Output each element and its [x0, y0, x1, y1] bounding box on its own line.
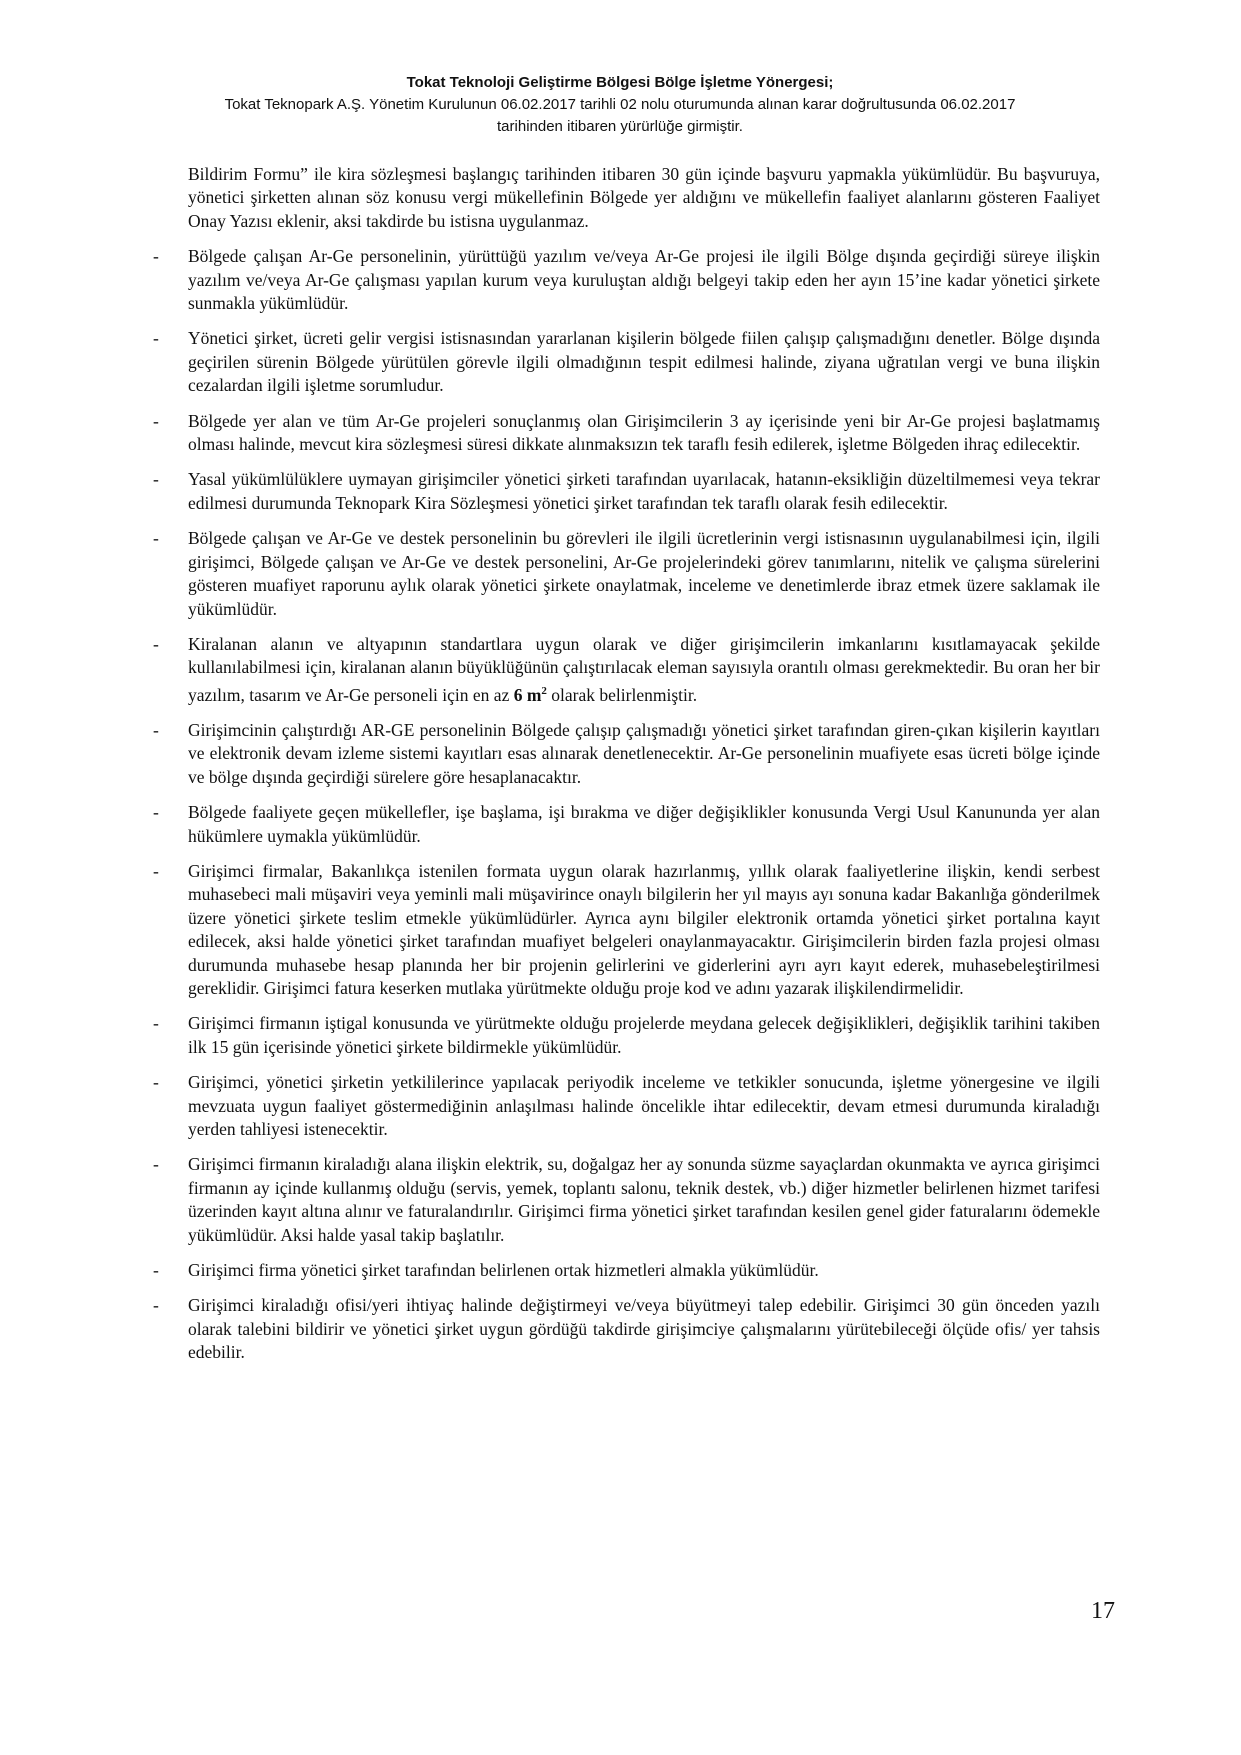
list-item-14 — [153, 1294, 1100, 1364]
page-number: 17 — [1091, 1598, 1115, 1624]
list-item-4 — [153, 468, 1100, 515]
list-item-text: Girişimcinin çalıştırdığı AR-GE personelinin Bölgede çalışıp çalışmadığı yönetici şirket tarafından giren-çıkan kişilerin kayıtları ve elektronik devam izleme sistemi kayıtları esas alınarak denetlenecektir. Ar-Ge personelinin muafiyete esas ücreti bölge içinde ve bölge dışında geçirdiği sürelere göre hesaplanacaktır. — [188, 719, 1100, 787]
list-item-text: Girişimci kiraladığı ofisi/yeri ihtiyaç halinde değiştirmeyi ve/veya büyütmeyi talep edebilir. Girişimci 30 gün önceden yazılı olarak talebini bildirir ve yönetici şirket uygun gördüğü takdirde girişimciye çalışmalarını yürütebileceği ölçüde ofis/ yer tahsis edebilir. — [188, 1295, 1100, 1363]
list-item-text: Kiralanan alanın ve altyapının standartlara uygun olarak ve diğer girişimcilerin imkanlarını kısıtlamayacak şekilde kullanılabilmesi için, kiralanan alanın büyüklüğünün çalıştırılacak eleman sayısıyla orantılı olması gerekmektedir. Bu oran her bir yazılım, tasarım ve Ar-Ge personeli için en az — [188, 633, 1100, 705]
header-line-2: Tokat Teknopark A.Ş. Yönetim Kurulunun 06.02.2017 tarihli 02 nolu oturumunda alınan karar doğrultusunda 06.02.2017 — [224, 96, 1016, 113]
list-dash: - — [153, 633, 159, 654]
list-item-text: Bölgede faaliyete geçen mükellefler, işe başlama, işi bırakma ve diğer değişiklikler konusunda Vergi Usul Kanununda yer alan hükümlere uymakla yükümlüdür. — [188, 802, 1100, 846]
list-dash: - — [153, 528, 159, 549]
list-item-7 — [153, 719, 1100, 789]
list-item-9 — [153, 860, 1100, 1000]
header-line-3: tarihinden itibaren yürürlüğe girmiştir. — [497, 118, 743, 135]
list-dash: - — [153, 1295, 159, 1316]
list-item-5 — [153, 527, 1100, 621]
list-dash: - — [153, 469, 159, 490]
list-item-text: Girişimci firmanın iştigal konusunda ve yürütmekte olduğu projelerde meydana gelecek değişiklikleri, değişiklik tarihini takiben ilk 15 gün içerisinde yönetici şirkete bildirmekle yükümlüdür. — [188, 1013, 1100, 1057]
list-item-6 — [153, 633, 1100, 707]
list-dash: - — [153, 802, 159, 823]
list-item-12 — [153, 1153, 1100, 1247]
list-item-text: Bölgede çalışan Ar-Ge personelinin, yürüttüğü yazılım ve/veya Ar-Ge projesi ile ilgili Bölge dışında geçirdiği süreye ilişkin yazılım ve/veya Ar-Ge çalışması yapılan kurum veya kuruluştan aldığı belgeyi takip eden her ayın 15’ine kadar yönetici şirkete sunmakla yükümlüdür. — [188, 246, 1100, 314]
list-dash: - — [153, 410, 159, 431]
header-title: Tokat Teknoloji Geliştirme Bölgesi Bölge İşletme Yönergesi; — [406, 74, 834, 91]
list-dash: - — [153, 328, 159, 349]
page-header — [140, 72, 1100, 138]
list-item-text: Girişimci firmanın kiraladığı alana ilişkin elektrik, su, doğalgaz her ay sonunda süzme sayaçlardan okunmakta ve ayrıca girişimci firmanın ay içinde kullanmış olduğu (servis, yemek, toplantı salonu, teknik destek, vb.) diğer hizmetler belirlenen hizmet tarifesi üzerinden kayıt altına alınır ve faturalandırılır. Girişimci firma yönetici şirket tarafından kesilen genel gider faturalarını ödemekle yükümlüdür. Aksi halde yasal takip başlatılır. — [188, 1154, 1100, 1245]
list-item-1 — [153, 245, 1100, 315]
list-item-11 — [153, 1071, 1100, 1141]
list-dash: - — [153, 1072, 159, 1093]
list-item-2 — [153, 327, 1100, 397]
list-item-8 — [153, 801, 1100, 848]
list-item-text: Girişimci, yönetici şirketin yetkililerince yapılacak periyodik inceleme ve tetkikler sonucunda, işletme yönergesine ve ilgili mevzuata uygun faaliyet göstermediğinin anlaşılması halinde öncelikle ihtar edilecektir, devam etmesi durumunda kiraladığı yerden tahliyesi istenecektir. — [188, 1072, 1100, 1140]
list-item-3 — [153, 410, 1100, 457]
list-item-text: Bölgede çalışan ve Ar-Ge ve destek personelinin bu görevleri ile ilgili ücretlerinin vergi istisnasının uygulanabilmesi için, ilgili girişimci, Bölgede çalışan ve Ar-Ge ve destek personelini, Ar-Ge projelerindeki görev tanımlarını, nitelik ve çalışma sürelerini gösteren muafiyet raporunu aylık olarak yönetici şirkete onaylatmak, inceleme ve denetimlerde ibraz etmek üzere saklamak ile yükümlüdür. — [188, 528, 1100, 619]
list-item-13 — [153, 1259, 1100, 1282]
area-value: 6 $m^2$ — [513, 684, 547, 705]
list-item-tail: olarak belirlenmiştir. — [546, 684, 698, 705]
list-dash: - — [153, 1154, 159, 1175]
list-dash: - — [153, 719, 159, 740]
intro-paragraph: Bildirim Formu” ile kira sözleşmesi başlangıç tarihinden itibaren 30 gün içinde başvuru yapmakla yükümlüdür. Bu başvuruya, yönetici şirketten alınan söz konusu vergi mükellefinin Bölgede yer aldığını ve mükellefin faaliyet alanlarını gösteren Faaliyet Onay Yazısı eklenir, aksi takdirde bu istisna uygulanmaz. — [188, 164, 1100, 231]
document-body — [153, 163, 1100, 1377]
list-item-text: Yasal yükümlülüklere uymayan girişimciler yönetici şirketi tarafından uyarılacak, hatanın-eksikliğin düzeltilmemesi veya tekrar edilmesi durumunda Teknopark Kira Sözleşmesi yönetici şirket tarafından tek taraflı olarak fesih edilecektir. — [188, 469, 1100, 513]
list-item-10 — [153, 1012, 1100, 1059]
list-item-text: Girişimci firmalar, Bakanlıkça istenilen formata uygun olarak hazırlanmış, yıllık olarak faaliyetlerine ilişkin, kendi serbest muhasebeci mali müşaviri veya yeminli mali müşavirince onaylı bilgilerin her yıl mayıs ayı sonuna kadar Bakanlığa gönderilmek üzere yönetici şirkete teslim etmekle yükümlüdürler. Ayrıca aynı bilgiler elektronik ortamda yönetici şirket portalına kayıt edilecek, aksi halde yönetici şirket tarafından muafiyet belgeleri onaylanmayacaktır. Girişimcilerin birden fazla projesi olması durumunda muhasebe hesap planında her bir projenin gelirlerini ve giderlerini ayrı ayrı kayıt ederek, muhasebeleştirilmesi gereklidir. Girişimci fatura keserken mutlaka yürütmekte olduğu proje kod ve adını yazarak ilişkilendirmelidir. — [188, 860, 1100, 999]
list-dash: - — [153, 246, 159, 267]
list-dash: - — [153, 1260, 159, 1281]
list-item-text: Yönetici şirket, ücreti gelir vergisi istisnasından yararlanan kişilerin bölgede fiilen çalışıp çalışmadığını denetler. Bölge dışında geçirilen sürenin Bölgede yürütülen görevle ilgili olmadığının tespit edilmesi halinde, ziyana uğratılan vergi ve buna ilişkin cezalardan ilgili işletme sorumludur. — [188, 328, 1100, 396]
list-dash: - — [153, 1013, 159, 1034]
list-item-text: Bölgede yer alan ve tüm Ar-Ge projeleri sonuçlanmış olan Girişimcilerin 3 ay içerisinde yeni bir Ar-Ge projesi başlatmamış olması halinde, mevcut kira sözleşmesi süresi dikkate alınmaksızın tek taraflı fesih edilerek, işletme Bölgeden ihraç edilecektir. — [188, 410, 1100, 455]
list-item-text: Girişimci firma yönetici şirket tarafından belirlenen ortak hizmetleri almakla yükümlüdür. — [188, 1260, 819, 1281]
list-dash: - — [153, 860, 159, 881]
